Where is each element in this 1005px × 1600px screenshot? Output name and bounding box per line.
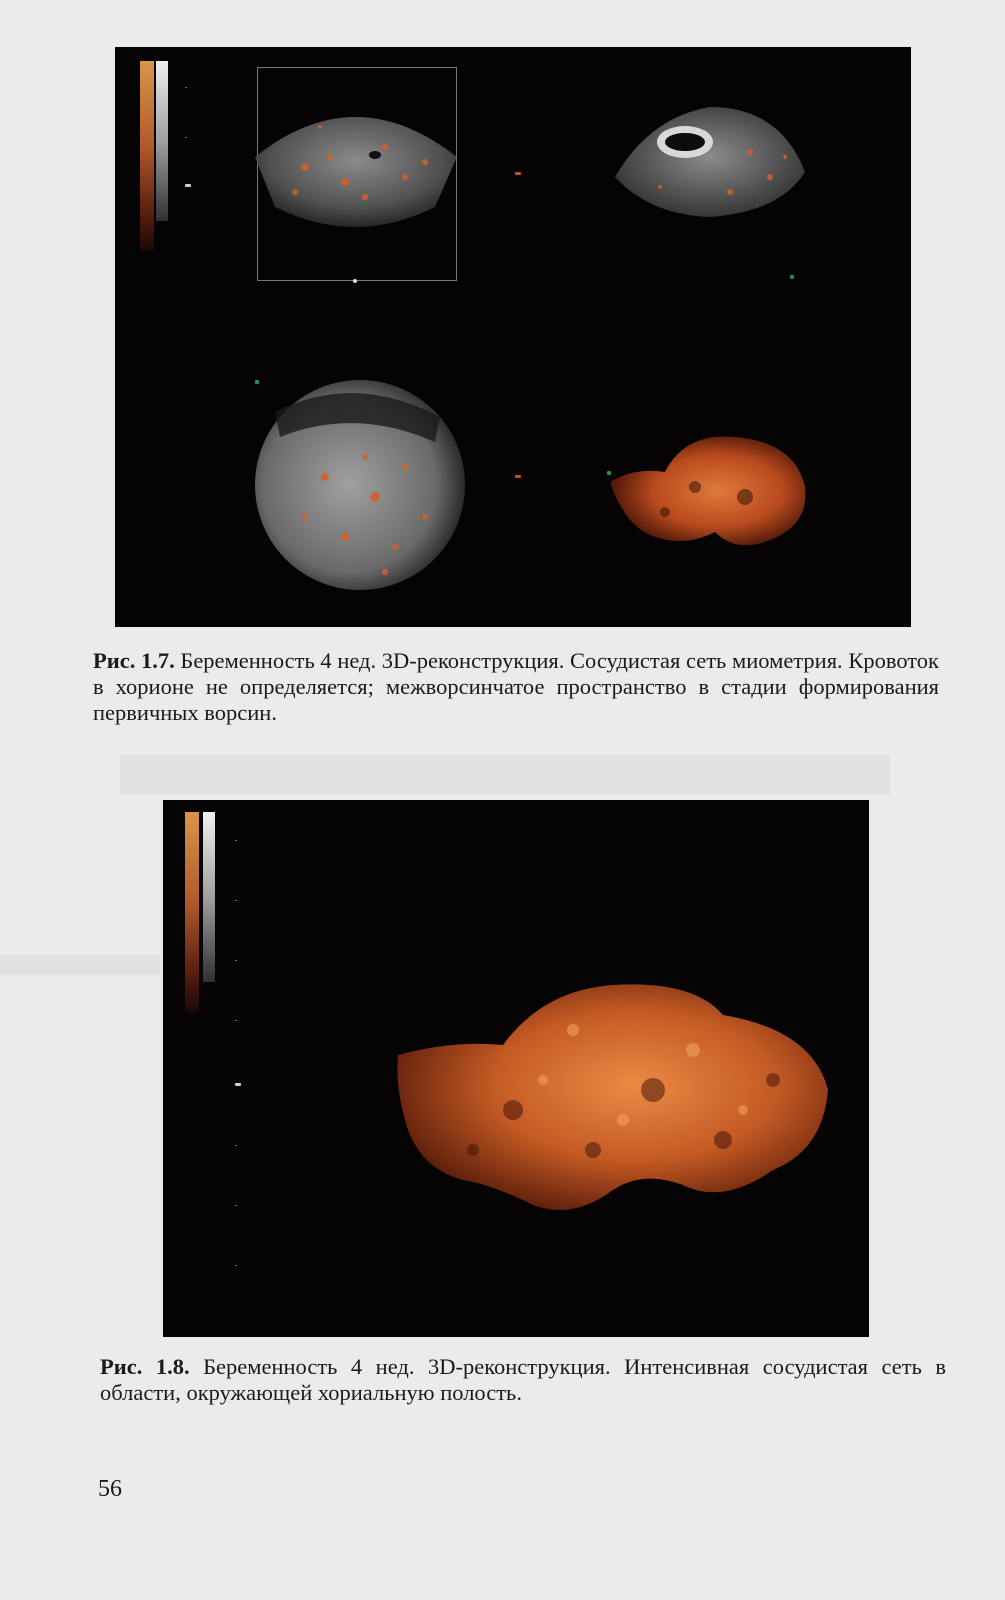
figure-1-7-ultrasound: [115, 47, 911, 627]
show-through-band: [120, 755, 890, 795]
green-marker: [607, 471, 611, 475]
center-marker: [515, 172, 521, 175]
sector-scan-b: [610, 97, 810, 227]
render-3d-small: [605, 427, 815, 557]
caption-text: Беременность 4 нед. 3D-реконструкция. Сосудистая сеть миометрия. Кровоток в хорионе не определяется; межворсинчатое пространство в стадии формирования первичных ворсин.: [93, 648, 939, 725]
green-marker: [790, 275, 794, 279]
figure-1-8-caption: [100, 1354, 946, 1406]
depth-marker: [185, 184, 191, 187]
caption-label: Рис. 1.7.: [93, 648, 175, 673]
figure-1-7-caption: [93, 648, 939, 726]
grayscale-scale: [156, 61, 168, 221]
render-3d-large: [393, 970, 833, 1220]
depth-tick: [235, 960, 237, 961]
depth-tick: [235, 840, 237, 841]
show-through-band: [0, 955, 160, 975]
caption-text: Беременность 4 нед. 3D-реконструкция. Интенсивная сосудистая сеть в области, окружающей хориальную полость.: [100, 1354, 946, 1405]
grayscale-scale: [203, 812, 215, 982]
doppler-color-scale: [185, 812, 199, 1012]
depth-tick: [185, 137, 187, 138]
figure-1-8-ultrasound: [163, 800, 869, 1337]
depth-tick: [185, 87, 187, 88]
round-section-scan: [245, 367, 475, 597]
center-marker: [353, 279, 357, 283]
green-marker: [255, 380, 259, 384]
depth-tick: [235, 1020, 237, 1021]
center-marker: [515, 475, 521, 478]
depth-marker: [235, 1083, 241, 1086]
caption-label: Рис. 1.8.: [100, 1354, 190, 1379]
depth-tick: [235, 1205, 237, 1206]
depth-tick: [235, 900, 237, 901]
doppler-color-scale: [140, 61, 154, 251]
page-number: 56: [98, 1476, 122, 1502]
depth-tick: [235, 1145, 237, 1146]
depth-tick: [235, 1265, 237, 1266]
sector-scan-a: [235, 87, 475, 247]
